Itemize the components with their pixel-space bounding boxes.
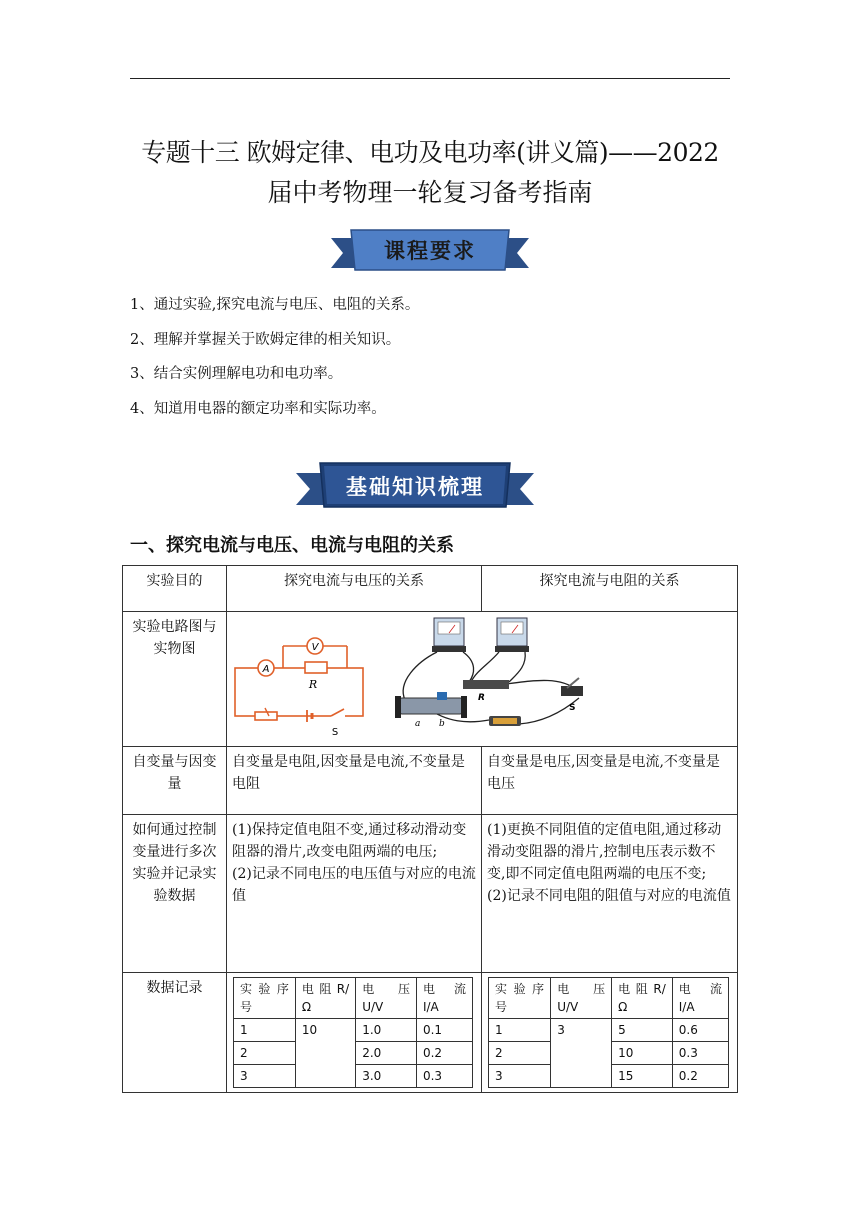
table-cell [482, 973, 738, 1093]
row-label: 实验目的 [123, 566, 227, 612]
rheostat-a-label: a [415, 719, 421, 729]
data-cell: 1 [234, 1019, 296, 1042]
banner-basics [294, 459, 536, 513]
data-cell: 3 [489, 1065, 551, 1088]
data-cell: 10 [295, 1019, 355, 1088]
header-cell: 电 阻 R/Ω [612, 978, 673, 1019]
title-line-1: 专题十三 欧姆定律、电功及电功率(讲义篇)——2022 [141, 138, 719, 167]
data-cell: 0.2 [672, 1065, 728, 1088]
header-cell: 电 流 I/A [672, 978, 728, 1019]
resistor-board [463, 680, 509, 689]
slide-rheostat [395, 692, 467, 718]
switch-label: S [331, 727, 339, 738]
row-label: 如何通过控制变量进行多次实验并记录实验数据 [123, 815, 227, 973]
row-label: 数据记录 [123, 973, 227, 1093]
header-cell: 电 压 U/V [551, 978, 612, 1019]
resistor-label: R [308, 678, 318, 691]
method-step: (2)记录不同电阻的阻值与对应的电流值 [487, 888, 731, 904]
table-cell [227, 973, 482, 1093]
requirement-item: 2、理解并掌握关于欧姆定律的相关知识。 [130, 331, 401, 348]
voltmeter-label: V [311, 642, 319, 653]
table-cell [482, 815, 738, 973]
header-cell: 电 压 U/V [356, 978, 417, 1019]
data-cell: 1.0 [356, 1019, 417, 1042]
circuit-cell [227, 612, 738, 747]
data-table-voltage [233, 977, 473, 1088]
table-cell [227, 815, 482, 973]
ammeter-label: A [262, 664, 270, 675]
data-cell: 0.1 [416, 1019, 472, 1042]
table-cell: 自变量是电压,因变量是电流,不变量是电压 [482, 747, 738, 815]
data-cell: 0.3 [416, 1065, 472, 1088]
data-cell: 2 [234, 1042, 296, 1065]
title-line-2: 届中考物理一轮复习备考指南 [267, 178, 593, 207]
knife-switch [561, 678, 583, 696]
requirement-item: 3、结合实例理解电功和电功率。 [130, 366, 343, 382]
data-cell: 5 [612, 1019, 673, 1042]
section-heading: 一、探究电流与电压、电流与电阻的关系 [130, 535, 454, 556]
table-cell: 自变量是电阻,因变量是电流,不变量是电阻 [227, 747, 482, 815]
circuit-diagram [227, 612, 737, 742]
header-cell: 电 阻 R/Ω [295, 978, 355, 1019]
header-cell: 实 验 序号 [489, 978, 551, 1019]
rheostat-b-label: b [439, 719, 445, 729]
banner-basics-label: 基础知识梳理 [346, 475, 484, 499]
table-row [123, 566, 738, 612]
table-row [489, 1019, 729, 1042]
row-label: 实验电路图与实物图 [123, 612, 227, 747]
method-step: (2)记录不同电压的电压值与对应的电流值 [232, 866, 476, 904]
knife-switch-label: S [569, 703, 576, 713]
header-cell: 实 验 序号 [234, 978, 296, 1019]
data-cell: 1 [489, 1019, 551, 1042]
table-row [123, 747, 738, 815]
requirements-list [130, 288, 419, 426]
row-label: 自变量与因变量 [123, 747, 227, 815]
data-cell: 3 [234, 1065, 296, 1088]
banner-requirements-label: 课程要求 [384, 239, 476, 263]
method-step: (1)保持定值电阻不变,通过移动滑动变阻器的滑片,改变电阻两端的电压; [232, 822, 467, 860]
table-row [123, 612, 738, 747]
board-resistor-label: R [478, 693, 485, 703]
experiment-table [122, 565, 738, 1093]
requirement-item: 4、知道用电器的额定功率和实际功率。 [130, 400, 386, 417]
method-step: (1)更换不同阻值的定值电阻,通过移动滑动变阻器的滑片,控制电压表示数不变,即不同定值电阻两端的电压不变; [487, 822, 722, 882]
data-cell: 3 [551, 1019, 612, 1088]
data-cell: 2.0 [356, 1042, 417, 1065]
table-row [123, 973, 738, 1093]
data-cell: 0.3 [672, 1042, 728, 1065]
data-cell: 2 [489, 1042, 551, 1065]
data-cell: 0.2 [416, 1042, 472, 1065]
data-cell: 15 [612, 1065, 673, 1088]
data-cell: 10 [612, 1042, 673, 1065]
data-cell: 0.6 [672, 1019, 728, 1042]
data-table-resistance [488, 977, 729, 1088]
data-cell: 3.0 [356, 1065, 417, 1088]
rheostat-icon [255, 712, 277, 720]
header-cell: 电 流 I/A [416, 978, 472, 1019]
meter-voltmeter [432, 618, 466, 652]
meter-ammeter [495, 618, 529, 652]
battery-pack [489, 716, 521, 726]
table-row [489, 978, 729, 1019]
header-rule [130, 78, 730, 79]
table-cell: 探究电流与电阻的关系 [482, 566, 738, 612]
table-cell: 探究电流与电压的关系 [227, 566, 482, 612]
table-row [234, 1019, 473, 1042]
requirement-item: 1、通过实验,探究电流与电压、电阻的关系。 [130, 297, 420, 313]
banner-requirements [329, 226, 531, 276]
table-row [123, 815, 738, 973]
table-row [234, 978, 473, 1019]
page-title [128, 133, 732, 213]
